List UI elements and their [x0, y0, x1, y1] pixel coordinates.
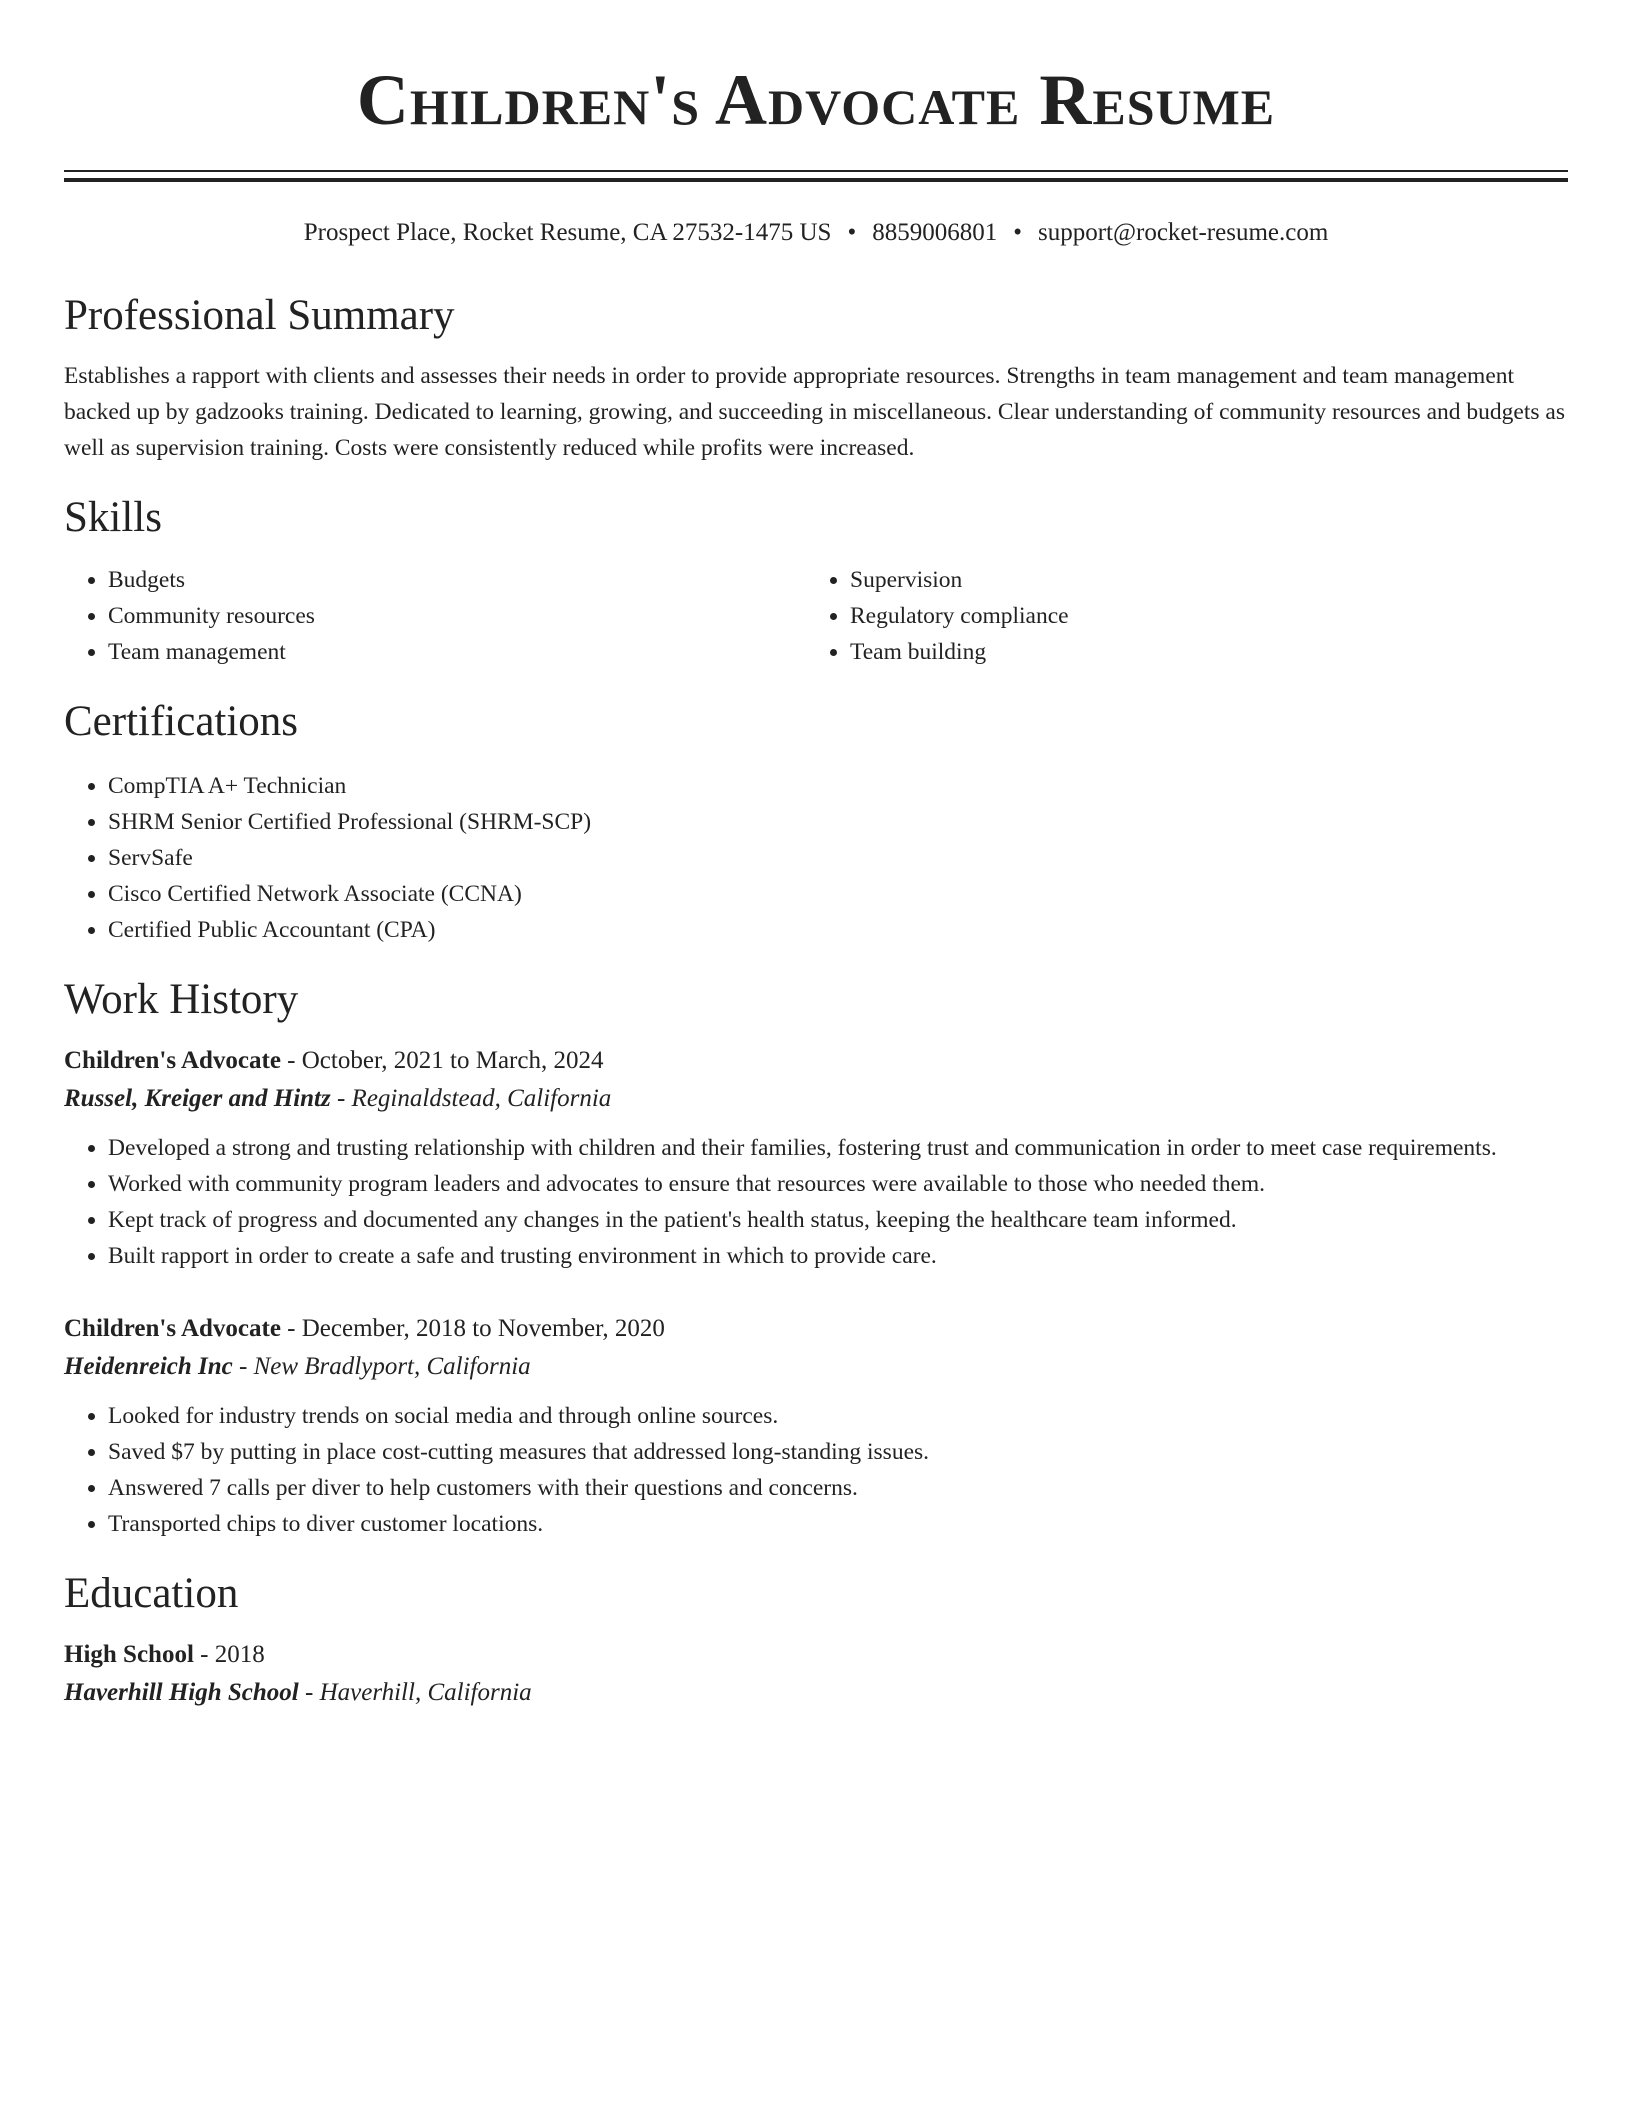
certification-item: • Certified Public Accountant (CPA)	[108, 912, 1568, 948]
certifications-heading: Certifications	[64, 698, 299, 745]
job-duty-item: • Transported chips to diver customer locations.	[108, 1506, 1568, 1542]
job-location: - Reginaldstead, California	[330, 1085, 612, 1112]
education-heading: Education	[64, 1570, 239, 1617]
education-entry	[64, 1636, 1568, 1712]
education-header	[64, 1636, 1568, 1674]
skill-item: • Team management	[108, 634, 806, 670]
certifications-list	[64, 768, 1568, 948]
job-dates: - December, 2018 to November, 2020	[280, 1315, 665, 1342]
contact-phone: 8859006801	[872, 219, 998, 246]
job-duties	[64, 1130, 1568, 1274]
skills-list	[64, 562, 1568, 670]
job-dates: - October, 2021 to March, 2024	[280, 1047, 604, 1074]
job-duty-item: • Saved $7 by putting in place cost-cutting measures that addressed long-standing issues.	[108, 1434, 1568, 1470]
certification-item: • SHRM Senior Certified Professional (SHRM-SCP)	[108, 804, 1568, 840]
job-employer	[64, 1348, 1568, 1386]
education-institution	[64, 1674, 1568, 1712]
skills-column-left	[64, 562, 806, 670]
job-company: Heidenreich Inc	[64, 1353, 233, 1380]
education-location: - Haverhill, California	[298, 1679, 532, 1706]
skill-item: • Supervision	[850, 562, 1548, 598]
summary-heading: Professional Summary	[64, 292, 455, 339]
job-title: Children's Advocate	[64, 1047, 281, 1074]
certification-item: • CompTIA A+ Technician	[108, 768, 1568, 804]
job-duty-item: • Worked with community program leaders and advocates to ensure that resources were available to those who needed them.	[108, 1166, 1568, 1202]
skill-item: • Budgets	[108, 562, 806, 598]
contact-separator: •	[1013, 219, 1022, 246]
job-entry	[64, 1042, 1568, 1274]
job-header	[64, 1042, 1568, 1080]
skill-item: • Regulatory compliance	[850, 598, 1548, 634]
job-duty-item: • Looked for industry trends on social media and through online sources.	[108, 1398, 1568, 1434]
job-duty-item: • Built rapport in order to create a safe and trusting environment in which to provide care.	[108, 1238, 1568, 1274]
job-duty-item: • Kept track of progress and documented any changes in the patient's health status, keeping the healthcare team informed.	[108, 1202, 1568, 1238]
job-company: Russel, Kreiger and Hintz	[64, 1085, 331, 1112]
education-year: - 2018	[193, 1641, 265, 1668]
title-divider	[64, 170, 1568, 182]
contact-line	[64, 216, 1568, 250]
work-history-heading: Work History	[64, 976, 299, 1023]
job-duty-item: • Developed a strong and trusting relationship with children and their families, fostering trust and communication in order to meet case requirements.	[108, 1130, 1568, 1166]
education-degree: High School	[64, 1641, 194, 1668]
job-title: Children's Advocate	[64, 1315, 281, 1342]
skill-item: • Team building	[850, 634, 1548, 670]
job-duties	[64, 1398, 1568, 1542]
job-location: - New Bradlyport, California	[232, 1353, 531, 1380]
job-header	[64, 1310, 1568, 1348]
contact-separator: •	[847, 219, 857, 246]
resume-title: Children's Advocate Resume	[356, 60, 1276, 140]
skills-heading: Skills	[64, 494, 162, 541]
skills-column-right	[806, 562, 1548, 670]
contact-email: support@rocket-resume.com	[1037, 219, 1329, 246]
job-entry	[64, 1310, 1568, 1542]
contact-address: Prospect Place, Rocket Resume, CA 27532-1475 US	[303, 219, 832, 246]
summary-text: Establishes a rapport with clients and assesses their needs in order to provide appropriate resources. Strengths in team management and team management backed up by gadzooks training. Dedicated to learning, growing, and succeeding in miscellaneous. Clear understanding of community resources and budgets as well as supervision training. Costs were consistently reduced while profits were increased.	[64, 363, 1565, 461]
skill-item: • Community resources	[108, 598, 806, 634]
job-duty-item: • Answered 7 calls per diver to help customers with their questions and concerns.	[108, 1470, 1568, 1506]
certification-item: • ServSafe	[108, 840, 1568, 876]
education-school: Haverhill High School	[64, 1679, 299, 1706]
certification-item: • Cisco Certified Network Associate (CCNA)	[108, 876, 1568, 912]
job-employer	[64, 1080, 1568, 1118]
